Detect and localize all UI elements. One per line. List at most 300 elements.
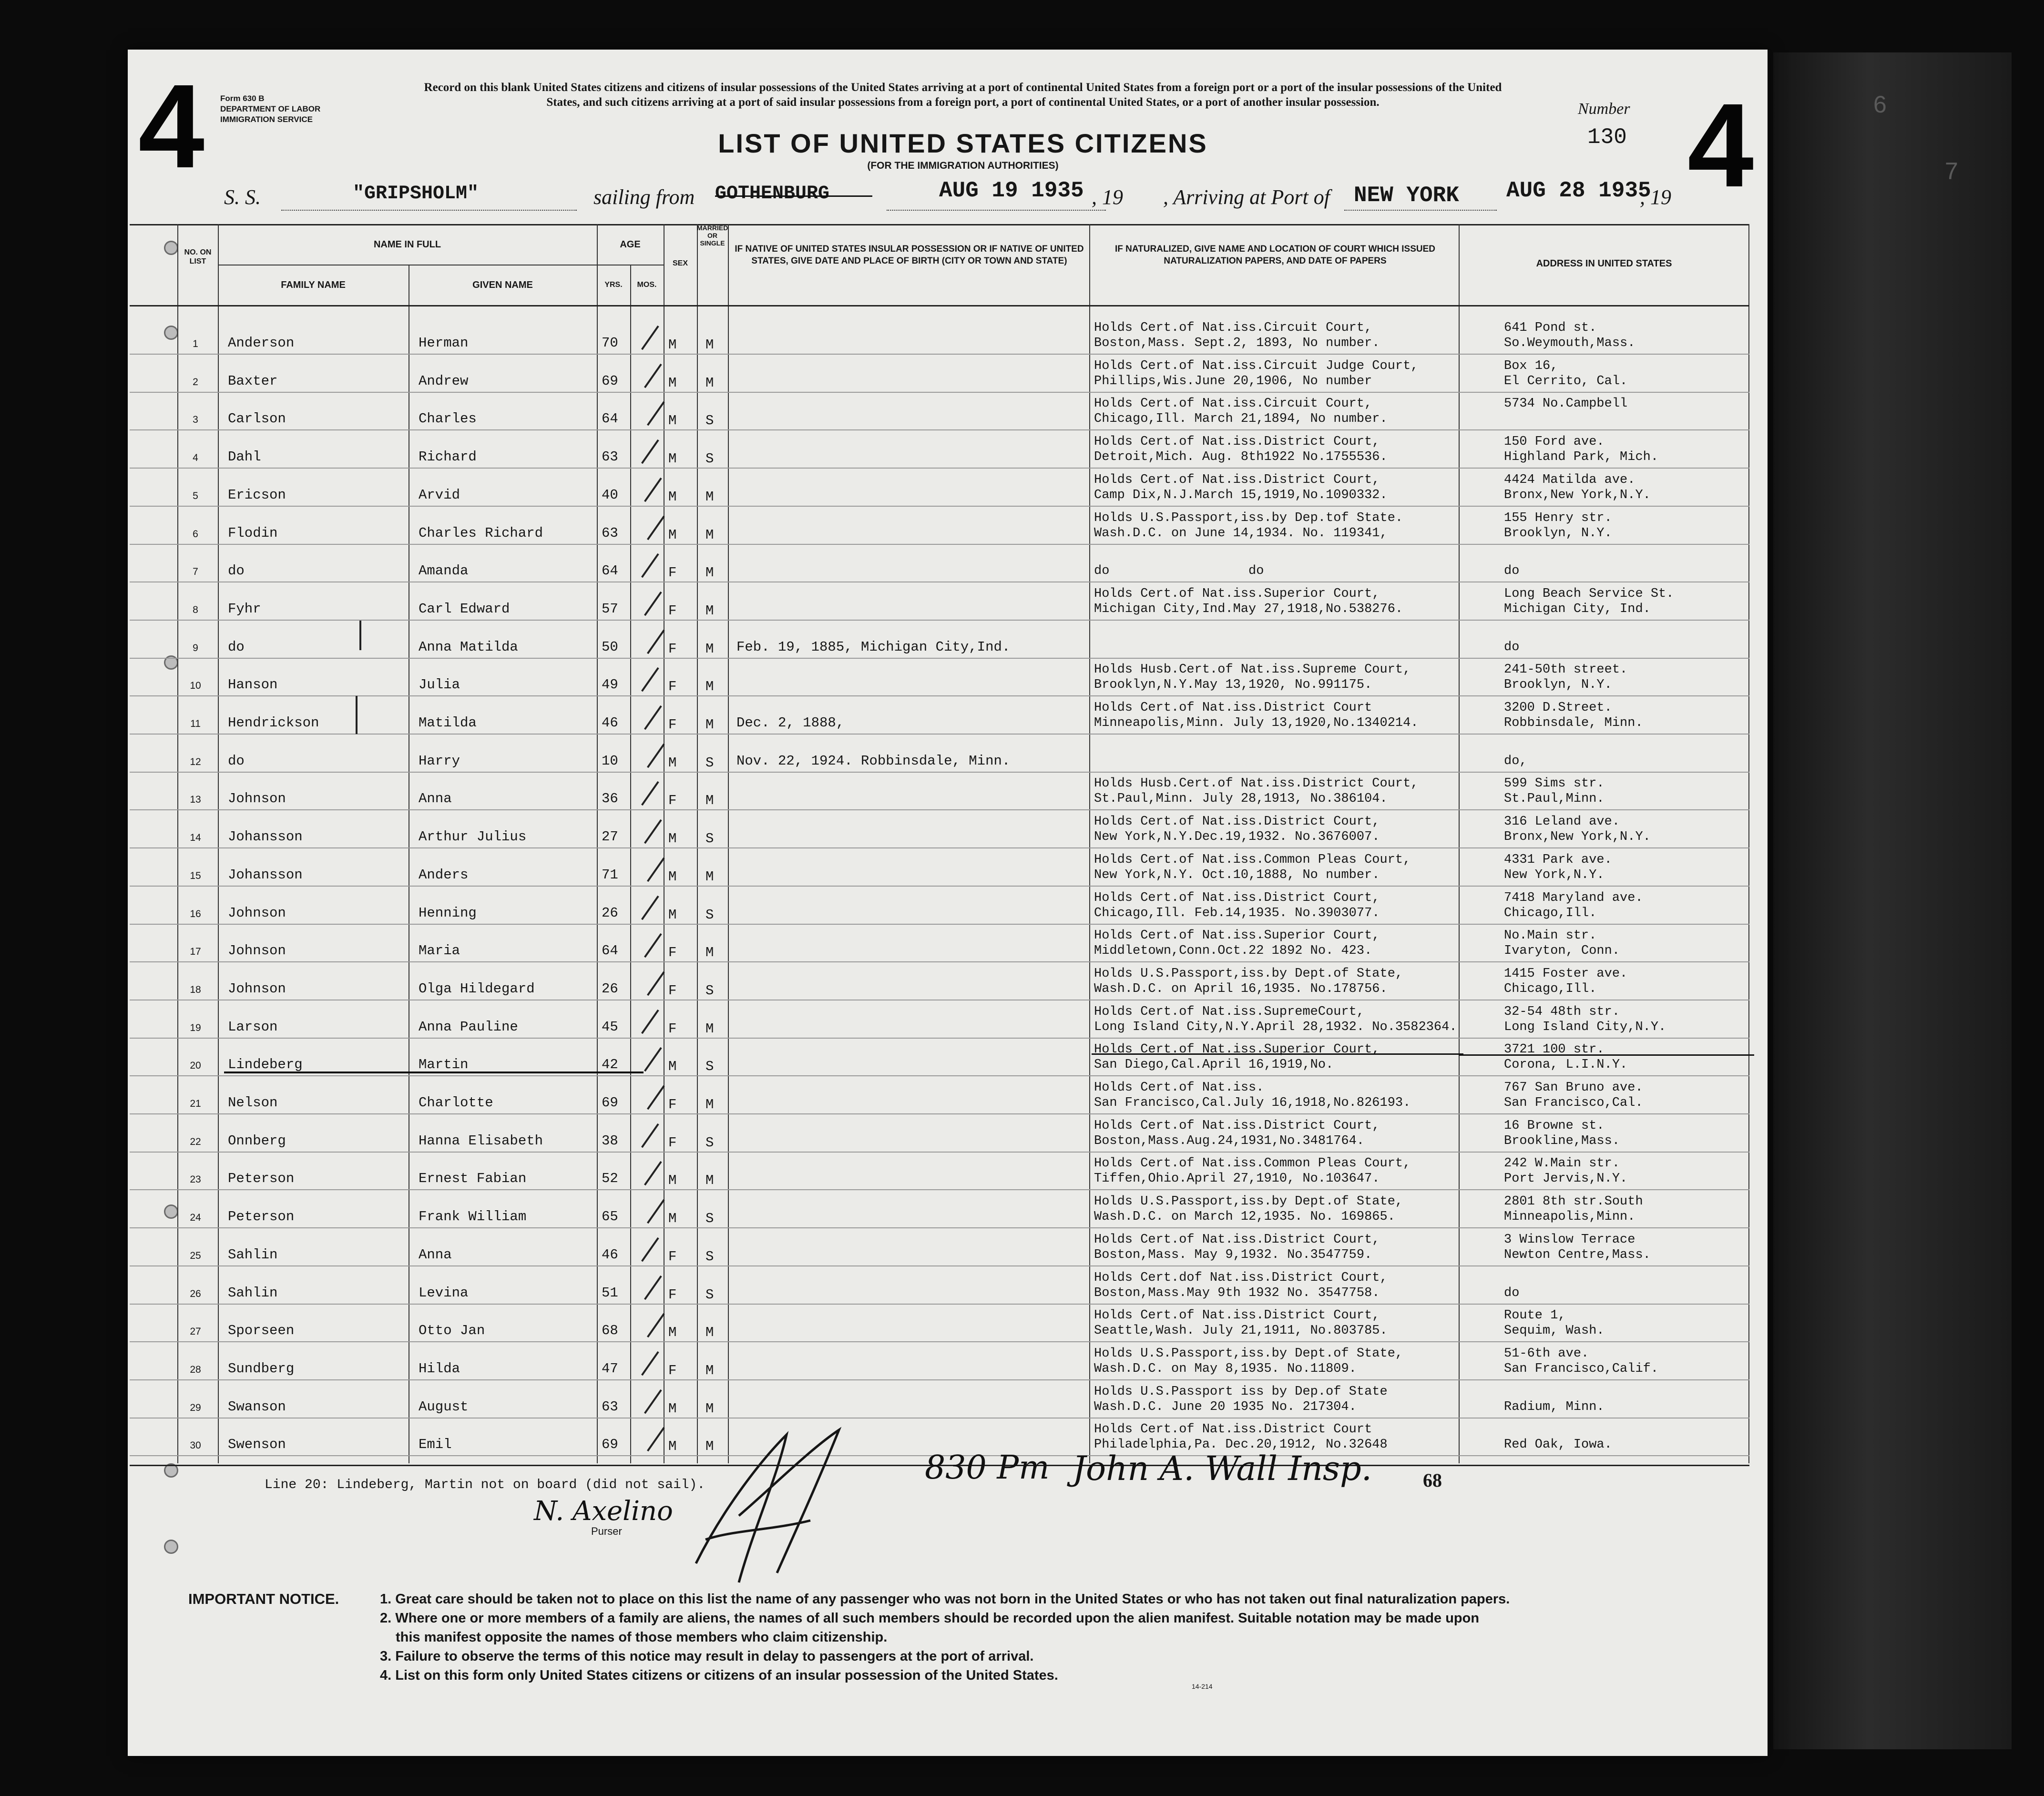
ship-underline: [281, 210, 577, 211]
naturalization-line-2: Boston,Mass.Aug.24,1931,No.3481764.: [1094, 1134, 1365, 1148]
col-rule: [728, 224, 729, 1463]
family-name: Baxter: [228, 373, 278, 389]
naturalization-line-2: San Francisco,Cal.July 16,1918,No.826193.: [1094, 1096, 1411, 1110]
sex: M: [668, 413, 677, 429]
given-name: Anna: [419, 1247, 452, 1263]
age-years: 47: [602, 1361, 618, 1377]
notice-item-2: 2. Where one or more members of a family are aliens, the names of all such members should be recorded upon the alien manifest. Suitable notation may be made upon: [380, 1611, 1480, 1626]
given-name: Hanna Elisabeth: [419, 1133, 543, 1149]
col-yrs: YRS.: [604, 281, 623, 289]
row-number: 9: [193, 643, 198, 653]
sex: F: [668, 945, 677, 960]
marital-status: M: [705, 337, 714, 353]
pen-mark: [359, 621, 361, 650]
naturalization-line-1: Holds Cert.of Nat.iss.: [1094, 1081, 1264, 1095]
service: IMMIGRATION SERVICE: [220, 115, 313, 124]
address-line-1: 51-6th ave.: [1504, 1347, 1589, 1361]
row-rule: [130, 809, 1749, 810]
corner-number-right: 4: [1687, 79, 1754, 212]
notice-item-4: 4. List on this form only United States citizens or citizens of an insular possession of the United States.: [380, 1668, 1058, 1683]
marital-status: M: [705, 489, 714, 505]
sex: F: [668, 1135, 677, 1151]
col-rule: [218, 224, 219, 1463]
marital-status: M: [705, 793, 714, 808]
marital-status: S: [705, 755, 714, 771]
family-name: do: [228, 753, 245, 769]
naturalization-line-1: Holds Cert.of Nat.iss.SupremeCourt,: [1094, 1005, 1365, 1019]
sex: M: [668, 1401, 677, 1417]
given-name: Henning: [419, 905, 477, 921]
naturalization-line-1: Holds Cert.of Nat.iss.Superior Court,: [1094, 1042, 1380, 1057]
naturalization-line-1: Holds Cert.of Nat.iss.Common Pleas Court,: [1094, 1156, 1411, 1171]
address-line-2: Newton Centre,Mass.: [1504, 1248, 1651, 1262]
row-rule: [130, 961, 1749, 962]
row-rule: [130, 1075, 1749, 1076]
marital-status: M: [705, 1325, 714, 1340]
given-name: Carl Edward: [419, 601, 510, 617]
address-line-1: 32-54 48th str.: [1504, 1005, 1620, 1019]
naturalization-line-1: Holds Cert.of Nat.iss.District Court,: [1094, 1233, 1380, 1247]
address-line-1: 242 W.Main str.: [1504, 1156, 1620, 1171]
given-name: Arvid: [419, 487, 460, 503]
given-name: Anna Pauline: [419, 1019, 518, 1035]
address-line-2: do: [1504, 1286, 1520, 1300]
age-years: 69: [602, 1437, 618, 1452]
sex: F: [668, 717, 677, 733]
address-line-1: 316 Leland ave.: [1504, 815, 1620, 829]
sex: M: [668, 1439, 677, 1454]
given-name: Olga Hildegard: [419, 981, 535, 997]
family-name: Larson: [228, 1019, 278, 1035]
form-number: Form 630 B: [220, 94, 265, 103]
address-line-2: do: [1504, 564, 1520, 578]
sex: F: [668, 679, 677, 694]
age-years: 38: [602, 1133, 618, 1149]
row-number: 11: [190, 718, 201, 729]
family-name: Fyhr: [228, 601, 261, 617]
given-name: Amanda: [419, 563, 469, 579]
address-line-1: Route 1,: [1504, 1308, 1566, 1323]
marital-status: M: [705, 869, 714, 885]
sex: M: [668, 489, 677, 505]
family-name: Hendrickson: [228, 715, 319, 731]
age-years: 63: [602, 1399, 618, 1415]
family-name: Anderson: [228, 335, 295, 351]
naturalization-line-2: Philadelphia,Pa. Dec.20,1912, No.32648: [1094, 1438, 1388, 1452]
address-line-1: 5734 No.Campbell: [1504, 397, 1628, 411]
marital-status: M: [705, 1401, 714, 1417]
address-line-1: 1415 Foster ave.: [1504, 967, 1628, 981]
naturalization-line-2: Boston,Mass. Sept.2, 1893, No number.: [1094, 336, 1380, 350]
naturalization-line-2: Michigan City,Ind.May 27,1918,No.538276.: [1094, 602, 1403, 616]
marital-status: M: [705, 1439, 714, 1454]
age-years: 65: [602, 1209, 618, 1225]
family-name: Onnberg: [228, 1133, 286, 1149]
age-years: 68: [602, 1323, 618, 1338]
notice-item-2-cont: this manifest opposite the names of those members who claim citizenship.: [396, 1630, 888, 1645]
col-married-single: MARRIED OR SINGLE: [697, 224, 728, 247]
naturalization-line-1: Holds Cert.dof Nat.iss.District Court,: [1094, 1271, 1388, 1285]
naturalization-line-2: San Diego,Cal.April 16,1919,No.: [1094, 1058, 1334, 1072]
family-name: Johansson: [228, 867, 303, 883]
marital-status: M: [705, 717, 714, 733]
age-years: 45: [602, 1019, 618, 1035]
birth-info: Feb. 19, 1885, Michigan City,Ind.: [736, 639, 1011, 655]
family-name: Carlson: [228, 411, 286, 427]
naturalization-line-2: Wash.D.C. on April 16,1935. No.178756.: [1094, 982, 1388, 996]
row-number: 2: [193, 377, 198, 388]
sail-date-underline: [887, 210, 1106, 211]
address-line-2: Robbinsdale, Minn.: [1504, 716, 1643, 730]
birth-info: Dec. 2, 1888,: [736, 715, 845, 731]
given-name: Andrew: [419, 373, 469, 389]
given-name: August: [419, 1399, 469, 1415]
address-line-2: Bronx,New York,N.Y.: [1504, 830, 1651, 844]
row-rule: [130, 924, 1749, 925]
naturalization-line-1: Holds Cert.of Nat.iss.Superior Court,: [1094, 929, 1380, 943]
naturalization-line-2: Long Island City,N.Y.April 28,1932. No.3582364.: [1094, 1020, 1457, 1034]
row-rule: [130, 1341, 1749, 1342]
strike-line-20-addr: [1459, 1054, 1754, 1056]
row-rule: [130, 429, 1749, 430]
age-years: 63: [602, 525, 618, 541]
given-name: Otto Jan: [419, 1323, 485, 1338]
sail-date: AUG 19 1935: [939, 178, 1084, 203]
row-rule: [130, 392, 1749, 393]
row-number: 28: [190, 1364, 201, 1375]
family-name: Sporseen: [228, 1323, 295, 1338]
from-port: GOTHENBURG: [715, 183, 830, 204]
naturalization-line-2: Chicago,Ill. March 21,1894, No number.: [1094, 412, 1388, 426]
address-line-2: Chicago,Ill.: [1504, 982, 1597, 996]
address-line-1: 3721 100 str.: [1504, 1042, 1605, 1057]
col-mos: MOS.: [637, 281, 657, 289]
naturalization-line-1: Holds U.S.Passport,iss.by Dept.of State,: [1094, 1194, 1403, 1209]
col-family-name: FAMILY NAME: [281, 280, 346, 290]
row-number: 15: [190, 870, 201, 881]
sex: F: [668, 1021, 677, 1037]
marital-status: M: [705, 1173, 714, 1188]
address-line-2: New York,N.Y.: [1504, 868, 1605, 882]
row-number: 24: [190, 1212, 201, 1223]
row-number: 7: [193, 566, 198, 577]
row-rule: [130, 544, 1749, 545]
age-years: 64: [602, 943, 618, 959]
age-years: 64: [602, 563, 618, 579]
age-years: 52: [602, 1171, 618, 1186]
marital-status: M: [705, 679, 714, 694]
notice-heading: IMPORTANT NOTICE.: [188, 1591, 339, 1607]
year-label: , 19: [1640, 185, 1671, 209]
family-name: Peterson: [228, 1171, 295, 1186]
address-line-1: 241-50th street.: [1504, 663, 1628, 677]
family-name: Peterson: [228, 1209, 295, 1225]
naturalization-line-1: Holds U.S.Passport,iss.by Dept.of State,: [1094, 967, 1403, 981]
age-years: 51: [602, 1285, 618, 1301]
list-number: 130: [1587, 125, 1627, 150]
naturalization-line-1: Holds Cert.of Nat.iss.District Court: [1094, 1422, 1372, 1437]
naturalization-line-1: Holds Cert.of Nat.iss.Common Pleas Court,: [1094, 853, 1411, 867]
age-years: 64: [602, 411, 618, 427]
ss-label: S. S.: [224, 185, 261, 209]
age-years: 46: [602, 1247, 618, 1263]
naturalization-line-2: Phillips,Wis.June 20,1906, No number: [1094, 374, 1372, 388]
given-name: Richard: [419, 449, 477, 465]
naturalization-line-1: Holds Cert.of Nat.iss.Circuit Court,: [1094, 397, 1372, 411]
sailing-label: sailing from: [593, 185, 695, 209]
address-line-2: Long Island City,N.Y.: [1504, 1020, 1666, 1034]
age-years: 69: [602, 373, 618, 389]
age-years: 70: [602, 335, 618, 351]
sex: F: [668, 793, 677, 808]
row-rule: [130, 734, 1749, 735]
marital-status: S: [705, 1249, 714, 1265]
family-name: Sahlin: [228, 1285, 278, 1301]
marital-status: M: [705, 527, 714, 543]
naturalization-line-1: Holds Cert.of Nat.iss.District Court,: [1094, 815, 1380, 829]
col-rule: [1089, 224, 1090, 1463]
naturalization-line-1: Holds U.S.Passport iss by Dep.of State: [1094, 1385, 1388, 1399]
from-port-strike: [715, 195, 872, 197]
scan-edge: [1773, 52, 2012, 1749]
row-number: 6: [193, 529, 198, 540]
family-name: Swanson: [228, 1399, 286, 1415]
address-line-1: 4424 Matilda ave.: [1504, 473, 1635, 487]
col-address: ADDRESS IN UNITED STATES: [1536, 258, 1672, 269]
age-years: 63: [602, 449, 618, 465]
naturalization-line-2: Wash.D.C. on March 12,1935. No. 169865.: [1094, 1210, 1395, 1224]
address-line-1: 2801 8th str.South: [1504, 1194, 1643, 1209]
naturalization-line-1: Holds Cert.of Nat.iss.District Court,: [1094, 1308, 1380, 1323]
address-line-2: Port Jervis,N.Y.: [1504, 1172, 1628, 1186]
naturalization-line-1: Holds Husb.Cert.of Nat.iss.Supreme Court,: [1094, 663, 1411, 677]
purser-signature: N. Axelino: [534, 1496, 673, 1527]
age-years: 36: [602, 791, 618, 806]
naturalization-line-2: St.Paul,Minn. July 28,1913, No.386104.: [1094, 792, 1388, 806]
address-line-2: So.Weymouth,Mass.: [1504, 336, 1635, 350]
col-rule: [597, 224, 598, 1463]
row-number: 16: [190, 908, 201, 919]
address-line-2: Radium, Minn.: [1504, 1400, 1605, 1414]
given-name: Levina: [419, 1285, 469, 1301]
edge-mark: 6: [1873, 91, 1887, 118]
address-line-2: Ivaryton, Conn.: [1504, 944, 1620, 958]
row-number: 13: [190, 794, 201, 805]
row-rule: [130, 1265, 1749, 1266]
notice-item-3: 3. Failure to observe the terms of this notice may result in delay to passengers at the port of arrival.: [380, 1649, 1034, 1664]
age-years: 26: [602, 905, 618, 921]
col-rule: [1459, 224, 1460, 1463]
row-number: 29: [190, 1402, 201, 1413]
arriving-label: , Arriving at Port of: [1163, 185, 1330, 209]
sex: F: [668, 1287, 677, 1303]
address-line-1: No.Main str.: [1504, 929, 1597, 943]
sex: M: [668, 1325, 677, 1340]
row-rule: [130, 1227, 1749, 1228]
given-name: Hilda: [419, 1361, 460, 1377]
sex: M: [668, 527, 677, 543]
passenger-count: 68: [1423, 1469, 1442, 1491]
age-years: 40: [602, 487, 618, 503]
address-line-2: Brooklyn, N.Y.: [1504, 526, 1612, 541]
address-line-1: Box 16,: [1504, 359, 1558, 373]
address-line-2: Sequim, Wash.: [1504, 1324, 1605, 1338]
marital-status: M: [705, 641, 714, 657]
row-rule: [130, 695, 1749, 696]
given-name: Anders: [419, 867, 469, 883]
row-number: 27: [190, 1326, 201, 1337]
row-rule: [130, 1038, 1749, 1039]
marital-status: S: [705, 1287, 714, 1303]
address-line-1: Long Beach Service St.: [1504, 587, 1674, 601]
naturalization-line-1: Holds Cert.of Nat.iss.Superior Court,: [1094, 587, 1380, 601]
row-number: 12: [190, 756, 201, 767]
page-title: LIST OF UNITED STATES CITIZENS: [718, 128, 1208, 158]
row-rule: [130, 886, 1749, 887]
marital-status: M: [705, 603, 714, 619]
address-line-2: St.Paul,Minn.: [1504, 792, 1605, 806]
pen-mark: [356, 696, 358, 734]
naturalization-line-2: Wash.D.C. on June 14,1934. No. 119341,: [1094, 526, 1388, 541]
edge-mark: 7: [1945, 158, 1958, 184]
address-line-2: do: [1504, 640, 1520, 654]
family-name: Johnson: [228, 981, 286, 997]
row-number: 3: [193, 414, 198, 425]
page-subtitle: (FOR THE IMMIGRATION AUTHORITIES): [867, 160, 1059, 171]
sex: F: [668, 1097, 677, 1112]
age-years: 57: [602, 601, 618, 617]
given-name: Julia: [419, 677, 460, 693]
col-no: NO. ON LIST: [184, 248, 212, 265]
col-naturalization: IF NATURALIZED, GIVE NAME AND LOCATION OF COURT WHICH ISSUED NATURALIZATION PAPERS, AND DATE OF PAPERS: [1114, 244, 1435, 266]
sex: M: [668, 907, 677, 923]
col-rule: [177, 224, 178, 1463]
row-rule: [130, 354, 1749, 355]
to-port-underline: [1344, 210, 1497, 211]
row-number: 10: [190, 680, 201, 691]
row-rule: [130, 1152, 1749, 1153]
address-line-2: Brooklyn, N.Y.: [1504, 678, 1612, 692]
address-line-2: Brookline,Mass.: [1504, 1134, 1620, 1148]
row-number: 30: [190, 1440, 201, 1451]
col-rule: [630, 265, 631, 1463]
punch-hole: [164, 1540, 178, 1554]
number-label: Number: [1578, 100, 1630, 118]
row-rule: [130, 1113, 1749, 1114]
family-name: Lindeberg: [228, 1057, 303, 1072]
intro-text: Record on this blank United States citizens and citizens of insular possessions of the United States arriving at a port of continental United States from a foreign port or a port of the insular possessions of the United States, and such citizens arriving at a port of said insular possessions from a foreign port, a port of continental United States, or a port of another insular possession.: [424, 81, 1502, 109]
naturalization-line-2: Chicago,Ill. Feb.14,1935. No.3903077.: [1094, 906, 1380, 920]
marital-status: S: [705, 413, 714, 429]
marital-status: S: [705, 451, 714, 467]
arrive-date: AUG 28 1935: [1506, 178, 1651, 203]
age-years: 42: [602, 1057, 618, 1072]
sex: M: [668, 1173, 677, 1188]
initials-scrawl: [667, 1420, 868, 1602]
address-line-1: 16 Browne st.: [1504, 1119, 1605, 1133]
row-rule: [130, 1304, 1749, 1305]
row-rule: [130, 468, 1749, 469]
col-rule: [697, 224, 698, 1463]
sex: M: [668, 1059, 677, 1074]
footer-note: Line 20: Lindeberg, Martin not on board (did not sail).: [265, 1478, 705, 1492]
marital-status: S: [705, 983, 714, 999]
address-line-2: Minneapolis,Minn.: [1504, 1210, 1635, 1224]
address-line-2: San Francisco,Calif.: [1504, 1362, 1659, 1376]
given-name: Matilda: [419, 715, 477, 731]
marital-status: M: [705, 565, 714, 581]
given-name: Arthur Julius: [419, 829, 527, 845]
row-number: 25: [190, 1250, 201, 1261]
sex: F: [668, 565, 677, 581]
naturalization-line-2: Boston,Mass.May 9th 1932 No. 3547758.: [1094, 1286, 1380, 1300]
naturalization-line-1: Holds U.S.Passport,iss.by Dep.tof State.: [1094, 511, 1403, 525]
family-name: Johnson: [228, 943, 286, 959]
sex: M: [668, 869, 677, 885]
col-native-birth: IF NATIVE OF UNITED STATES INSULAR POSSESSION OR IF NATIVE OF UNITED STATES, GIVE DATE AND PLACE OF BIRTH (CITY OR TOWN AND STATE): [735, 244, 1084, 266]
given-name: Anna: [419, 791, 452, 806]
row-number: 5: [193, 490, 198, 501]
marital-status: S: [705, 1211, 714, 1226]
naturalization-line-2: New York,N.Y.Dec.19,1932. No.3676007.: [1094, 830, 1380, 844]
marital-status: S: [705, 1135, 714, 1151]
address-line-2: Corona, L.I.N.Y.: [1504, 1058, 1628, 1072]
address-line-1: 155 Henry str.: [1504, 511, 1612, 525]
age-years: 71: [602, 867, 618, 883]
naturalization-line-1: Holds Cert.of Nat.iss.District Court,: [1094, 435, 1380, 449]
naturalization-line-1: Holds Cert.of Nat.iss.District Court,: [1094, 891, 1380, 905]
row-number: 26: [190, 1288, 201, 1299]
naturalization-line-1: Holds Cert.of Nat.iss.District Court,: [1094, 473, 1380, 487]
naturalization-line-2: Middletown,Conn.Oct.22 1892 No. 423.: [1094, 944, 1372, 958]
sex: F: [668, 641, 677, 657]
time-handwritten: 830 Pm: [925, 1449, 1050, 1487]
address-line-2: San Francisco,Cal.: [1504, 1096, 1643, 1110]
row-number: 18: [190, 984, 201, 995]
sex: M: [668, 337, 677, 353]
to-port: NEW YORK: [1354, 183, 1459, 208]
marital-status: M: [705, 1097, 714, 1112]
row-rule: [130, 1189, 1749, 1190]
row-number: 21: [190, 1098, 201, 1109]
address-line-1: 641 Pond st.: [1504, 321, 1597, 335]
naturalization-line-2: Wash.D.C. on May 8,1935. No.11809.: [1094, 1362, 1357, 1376]
marital-status: S: [705, 831, 714, 847]
address-line-1: 7418 Maryland ave.: [1504, 891, 1643, 905]
corner-number-left: 4: [138, 60, 205, 193]
address-line-2: Chicago,Ill.: [1504, 906, 1597, 920]
address-line-2: Michigan City, Ind.: [1504, 602, 1651, 616]
row-number: 17: [190, 946, 201, 957]
address-line-1: 599 Sims str.: [1504, 776, 1605, 791]
age-years: 10: [602, 753, 618, 769]
naturalization-line-2: Boston,Mass. May 9,1932. No.3547759.: [1094, 1248, 1372, 1262]
marital-status: S: [705, 907, 714, 923]
naturalization-line-2: Wash.D.C. June 20 1935 No. 217304.: [1094, 1400, 1357, 1414]
naturalization-line-2: New York,N.Y. Oct.10,1888, No number.: [1094, 868, 1380, 882]
naturalization-line-2: Seattle,Wash. July 21,1911, No.803785.: [1094, 1324, 1388, 1338]
col-given-name: GIVEN NAME: [472, 280, 533, 290]
age-years: 46: [602, 715, 618, 731]
purser-label: Purser: [591, 1525, 622, 1537]
row-number: 20: [190, 1060, 201, 1071]
sex: F: [668, 603, 677, 619]
strike-line-20: [224, 1071, 644, 1073]
row-rule: [130, 772, 1749, 773]
strike-line-20-nat: [1092, 1053, 1463, 1055]
family-name: Johansson: [228, 829, 303, 845]
family-name: Johnson: [228, 791, 286, 806]
